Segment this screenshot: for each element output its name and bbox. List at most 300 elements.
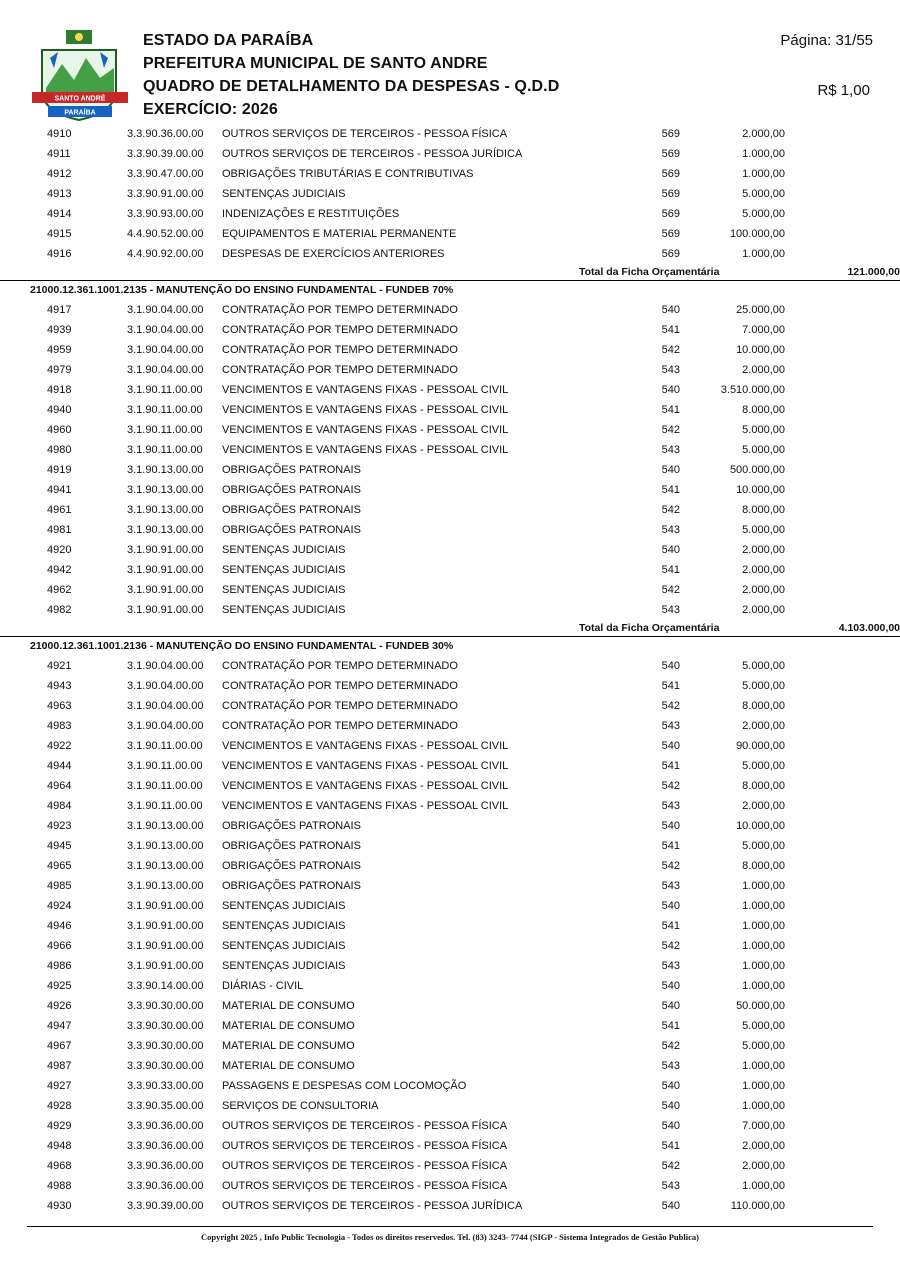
table-row [0, 204, 900, 224]
table-row [0, 776, 900, 796]
table-row [0, 956, 900, 976]
ficha-number: 4967 [47, 1040, 72, 1052]
expense-value: 2.000,00 [742, 720, 785, 732]
empty-total-cell [785, 124, 900, 144]
empty-total-cell [785, 936, 900, 956]
ficha-number: 4963 [47, 700, 72, 712]
expense-value: 1.000,00 [742, 920, 785, 932]
table-row [0, 164, 900, 184]
table-row [0, 580, 900, 600]
ficha-number: 4979 [47, 364, 72, 376]
table-row [0, 836, 900, 856]
source-code: 540 [661, 980, 680, 992]
report-header [0, 0, 900, 125]
qdd-table-body [0, 124, 900, 1216]
expense-code: 3.1.90.91.00.00 [127, 584, 204, 596]
expense-value: 8.000,00 [742, 860, 785, 872]
table-row [0, 244, 900, 264]
expense-code: 3.3.90.30.00.00 [127, 1060, 204, 1072]
ficha-number: 4913 [47, 188, 72, 200]
table-row [0, 716, 900, 736]
table-row [0, 520, 900, 540]
empty-total-cell [785, 500, 900, 520]
ficha-number: 4965 [47, 860, 72, 872]
section-title: 21000.12.361.1001.2135 - MANUTENÇÃO DO ENSINO FUNDAMENTAL - FUNDEB 70% [0, 281, 900, 301]
table-row [0, 380, 900, 400]
expense-code: 3.3.90.39.00.00 [127, 148, 204, 160]
expense-code: 3.1.90.04.00.00 [127, 344, 204, 356]
expense-description: EQUIPAMENTOS E MATERIAL PERMANENTE [222, 228, 457, 240]
empty-total-cell [785, 144, 900, 164]
expense-value: 5.000,00 [742, 660, 785, 672]
expense-value: 1.000,00 [742, 248, 785, 260]
expense-description: CONTRATAÇÃO POR TEMPO DETERMINADO [222, 324, 458, 336]
table-row [0, 1176, 900, 1196]
source-code: 542 [661, 860, 680, 872]
empty-total-cell [785, 916, 900, 936]
expense-value: 2.000,00 [742, 544, 785, 556]
empty-total-cell [785, 1156, 900, 1176]
expense-description: CONTRATAÇÃO POR TEMPO DETERMINADO [222, 364, 458, 376]
empty-total-cell [785, 796, 900, 816]
ficha-number: 4987 [47, 1060, 72, 1072]
ficha-number: 4988 [47, 1180, 72, 1192]
empty-total-cell [785, 224, 900, 244]
table-row [0, 896, 900, 916]
table-row [0, 1136, 900, 1156]
ficha-number: 4920 [47, 544, 72, 556]
expense-description: OUTROS SERVIÇOS DE TERCEIROS - PESSOA JURÍDICA [222, 1200, 523, 1212]
expense-code: 3.3.90.36.00.00 [127, 1160, 204, 1172]
expense-code: 3.1.90.91.00.00 [127, 940, 204, 952]
source-code: 569 [661, 248, 680, 260]
expense-description: OUTROS SERVIÇOS DE TERCEIROS - PESSOA FÍSICA [222, 128, 508, 140]
empty-total-cell [785, 956, 900, 976]
total-spacer [0, 620, 579, 637]
empty-total-cell [785, 856, 900, 876]
expense-code: 3.1.90.91.00.00 [127, 604, 204, 616]
expense-description: OBRIGAÇÕES PATRONAIS [222, 484, 361, 496]
table-row [0, 996, 900, 1016]
prefeitura-name: PREFEITURA MUNICIPAL DE SANTO ANDRE [143, 55, 488, 72]
qdd-table [0, 124, 900, 1216]
source-code: 540 [661, 384, 680, 396]
ficha-number: 4968 [47, 1160, 72, 1172]
expense-value: 8.000,00 [742, 504, 785, 516]
expense-value: 5.000,00 [742, 1020, 785, 1032]
expense-description: OUTROS SERVIÇOS DE TERCEIROS - PESSOA FÍSICA [222, 1160, 508, 1172]
expense-value: 1.000,00 [742, 900, 785, 912]
table-row [0, 696, 900, 716]
currency-unit: R$ 1,00 [817, 82, 870, 99]
empty-total-cell [785, 1056, 900, 1076]
empty-total-cell [785, 380, 900, 400]
source-code: 569 [661, 168, 680, 180]
expense-value: 2.000,00 [742, 1160, 785, 1172]
expense-code: 3.3.90.30.00.00 [127, 1020, 204, 1032]
table-row [0, 656, 900, 676]
ficha-number: 4922 [47, 740, 72, 752]
ficha-number: 4928 [47, 1100, 72, 1112]
expense-value: 8.000,00 [742, 780, 785, 792]
table-row [0, 736, 900, 756]
source-code: 541 [661, 760, 680, 772]
table-row [0, 480, 900, 500]
expense-description: SENTENÇAS JUDICIAIS [222, 544, 346, 556]
empty-total-cell [785, 976, 900, 996]
expense-description: CONTRATAÇÃO POR TEMPO DETERMINADO [222, 344, 458, 356]
source-code: 541 [661, 1140, 680, 1152]
expense-value: 1.000,00 [742, 1060, 785, 1072]
empty-total-cell [785, 1116, 900, 1136]
empty-total-cell [785, 656, 900, 676]
expense-value: 100.000,00 [729, 228, 785, 240]
source-code: 541 [661, 564, 680, 576]
empty-total-cell [785, 440, 900, 460]
expense-description: CONTRATAÇÃO POR TEMPO DETERMINADO [222, 700, 458, 712]
expense-value: 2.000,00 [742, 128, 785, 140]
empty-total-cell [785, 816, 900, 836]
ficha-total-row [0, 264, 900, 281]
expense-value: 2.000,00 [742, 584, 785, 596]
expense-code: 3.1.90.11.00.00 [127, 424, 203, 436]
ficha-number: 4981 [47, 524, 72, 536]
expense-description: INDENIZAÇÕES E RESTITUIÇÕES [222, 208, 400, 220]
source-code: 542 [661, 344, 680, 356]
source-code: 542 [661, 700, 680, 712]
expense-code: 3.1.90.04.00.00 [127, 324, 204, 336]
ficha-number: 4941 [47, 484, 72, 496]
ficha-number: 4945 [47, 840, 72, 852]
source-code: 540 [661, 1200, 680, 1212]
expense-code: 3.1.90.04.00.00 [127, 700, 204, 712]
empty-total-cell [785, 876, 900, 896]
empty-total-cell [785, 560, 900, 580]
expense-description: SENTENÇAS JUDICIAIS [222, 584, 346, 596]
table-row [0, 184, 900, 204]
expense-value: 2.000,00 [742, 364, 785, 376]
footer-divider [27, 1226, 873, 1227]
expense-code: 3.1.90.11.00.00 [127, 384, 203, 396]
empty-total-cell [785, 460, 900, 480]
source-code: 569 [661, 208, 680, 220]
expense-value: 5.000,00 [742, 188, 785, 200]
expense-value: 5.000,00 [742, 424, 785, 436]
empty-total-cell [785, 420, 900, 440]
expense-description: VENCIMENTOS E VANTAGENS FIXAS - PESSOAL CIVIL [222, 740, 509, 752]
source-code: 542 [661, 584, 680, 596]
table-row [0, 560, 900, 580]
expense-value: 8.000,00 [742, 404, 785, 416]
source-code: 540 [661, 544, 680, 556]
ficha-number: 4942 [47, 564, 72, 576]
source-code: 540 [661, 304, 680, 316]
expense-description: CONTRATAÇÃO POR TEMPO DETERMINADO [222, 680, 458, 692]
expense-value: 5.000,00 [742, 208, 785, 220]
expense-description: VENCIMENTOS E VANTAGENS FIXAS - PESSOAL CIVIL [222, 800, 509, 812]
ficha-number: 4911 [47, 148, 71, 160]
expense-code: 3.3.90.39.00.00 [127, 1200, 204, 1212]
ficha-number: 4925 [47, 980, 72, 992]
expense-code: 3.3.90.36.00.00 [127, 128, 204, 140]
table-row [0, 816, 900, 836]
source-code: 542 [661, 504, 680, 516]
table-row [0, 540, 900, 560]
source-code: 569 [661, 188, 680, 200]
expense-value: 10.000,00 [736, 344, 785, 356]
expense-value: 5.000,00 [742, 840, 785, 852]
ficha-number: 4943 [47, 680, 72, 692]
table-row [0, 1096, 900, 1116]
ficha-number: 4929 [47, 1120, 72, 1132]
ficha-number: 4984 [47, 800, 72, 812]
expense-description: SENTENÇAS JUDICIAIS [222, 960, 346, 972]
expense-code: 4.4.90.92.00.00 [127, 248, 204, 260]
expense-code: 3.1.90.04.00.00 [127, 660, 204, 672]
expense-description: SENTENÇAS JUDICIAIS [222, 564, 346, 576]
source-code: 569 [661, 128, 680, 140]
source-code: 540 [661, 1080, 680, 1092]
empty-total-cell [785, 360, 900, 380]
expense-value: 1.000,00 [742, 940, 785, 952]
expense-description: OBRIGAÇÕES PATRONAIS [222, 820, 361, 832]
ficha-number: 4959 [47, 344, 72, 356]
empty-total-cell [785, 996, 900, 1016]
empty-total-cell [785, 676, 900, 696]
ficha-number: 4983 [47, 720, 72, 732]
expense-value: 1.000,00 [742, 148, 785, 160]
source-code: 543 [661, 720, 680, 732]
total-spacer [0, 264, 579, 281]
expense-description: VENCIMENTOS E VANTAGENS FIXAS - PESSOAL CIVIL [222, 780, 509, 792]
empty-total-cell [785, 1096, 900, 1116]
source-code: 540 [661, 1120, 680, 1132]
expense-code: 3.1.90.13.00.00 [127, 484, 204, 496]
empty-total-cell [785, 244, 900, 264]
ficha-number: 4918 [47, 384, 72, 396]
expense-description: VENCIMENTOS E VANTAGENS FIXAS - PESSOAL CIVIL [222, 444, 509, 456]
page-number: Página: 31/55 [780, 32, 873, 49]
source-code: 543 [661, 444, 680, 456]
expense-code: 3.1.90.04.00.00 [127, 364, 204, 376]
expense-description: SENTENÇAS JUDICIAIS [222, 900, 346, 912]
empty-total-cell [785, 896, 900, 916]
expense-description: MATERIAL DE CONSUMO [222, 1040, 355, 1052]
section-header [0, 281, 900, 301]
expense-description: OBRIGAÇÕES PATRONAIS [222, 880, 361, 892]
expense-code: 3.3.90.30.00.00 [127, 1000, 204, 1012]
source-code: 540 [661, 740, 680, 752]
table-row [0, 1156, 900, 1176]
expense-description: DIÁRIAS - CIVIL [222, 980, 304, 992]
table-row [0, 124, 900, 144]
source-code: 542 [661, 1160, 680, 1172]
empty-total-cell [785, 184, 900, 204]
expense-value: 5.000,00 [742, 524, 785, 536]
table-row [0, 144, 900, 164]
empty-total-cell [785, 164, 900, 184]
ficha-number: 4944 [47, 760, 72, 772]
total-label: Total da Ficha Orçamentária [579, 622, 720, 634]
expense-description: VENCIMENTOS E VANTAGENS FIXAS - PESSOAL CIVIL [222, 404, 509, 416]
expense-description: VENCIMENTOS E VANTAGENS FIXAS - PESSOAL CIVIL [222, 424, 509, 436]
table-row [0, 756, 900, 776]
source-code: 540 [661, 464, 680, 476]
empty-total-cell [785, 1076, 900, 1096]
expense-code: 3.3.90.35.00.00 [127, 1100, 204, 1112]
empty-total-cell [785, 836, 900, 856]
total-label: Total da Ficha Orçamentária [579, 266, 720, 278]
expense-code: 3.1.90.91.00.00 [127, 960, 204, 972]
ficha-number: 4926 [47, 1000, 72, 1012]
expense-value: 1.000,00 [742, 1100, 785, 1112]
expense-value: 7.000,00 [742, 1120, 785, 1132]
expense-description: OBRIGAÇÕES PATRONAIS [222, 860, 361, 872]
expense-value: 2.000,00 [742, 800, 785, 812]
expense-value: 5.000,00 [742, 760, 785, 772]
expense-value: 25.000,00 [736, 304, 785, 316]
empty-total-cell [785, 204, 900, 224]
source-code: 541 [661, 484, 680, 496]
table-row [0, 976, 900, 996]
source-code: 543 [661, 364, 680, 376]
expense-description: MATERIAL DE CONSUMO [222, 1020, 355, 1032]
expense-code: 3.1.90.11.00.00 [127, 760, 203, 772]
expense-code: 3.1.90.13.00.00 [127, 504, 204, 516]
expense-code: 3.1.90.13.00.00 [127, 840, 204, 852]
table-row [0, 300, 900, 320]
expense-description: CONTRATAÇÃO POR TEMPO DETERMINADO [222, 304, 458, 316]
ficha-number: 4985 [47, 880, 72, 892]
source-code: 543 [661, 1060, 680, 1072]
expense-description: SENTENÇAS JUDICIAIS [222, 920, 346, 932]
source-code: 541 [661, 920, 680, 932]
table-row [0, 676, 900, 696]
expense-value: 2.000,00 [742, 1140, 785, 1152]
table-row [0, 1196, 900, 1216]
expense-description: DESPESAS DE EXERCÍCIOS ANTERIORES [222, 248, 445, 260]
table-row [0, 500, 900, 520]
expense-value: 5.000,00 [742, 444, 785, 456]
ficha-number: 4921 [47, 660, 72, 672]
expense-value: 5.000,00 [742, 1040, 785, 1052]
expense-value: 5.000,00 [742, 680, 785, 692]
expense-description: SENTENÇAS JUDICIAIS [222, 604, 346, 616]
table-row [0, 360, 900, 380]
source-code: 540 [661, 900, 680, 912]
source-code: 543 [661, 800, 680, 812]
ficha-number: 4986 [47, 960, 72, 972]
table-row [0, 876, 900, 896]
expense-code: 4.4.90.52.00.00 [127, 228, 204, 240]
ficha-number: 4966 [47, 940, 72, 952]
empty-total-cell [785, 1016, 900, 1036]
expense-description: MATERIAL DE CONSUMO [222, 1000, 355, 1012]
expense-value: 8.000,00 [742, 700, 785, 712]
source-code: 569 [661, 228, 680, 240]
expense-code: 3.1.90.11.00.00 [127, 444, 203, 456]
source-code: 541 [661, 840, 680, 852]
expense-description: OBRIGAÇÕES TRIBUTÁRIAS E CONTRIBUTIVAS [222, 168, 474, 180]
table-row [0, 224, 900, 244]
table-row [0, 420, 900, 440]
table-row [0, 1056, 900, 1076]
empty-total-cell [785, 600, 900, 620]
table-row [0, 460, 900, 480]
expense-description: OBRIGAÇÕES PATRONAIS [222, 524, 361, 536]
expense-description: VENCIMENTOS E VANTAGENS FIXAS - PESSOAL CIVIL [222, 760, 509, 772]
table-row [0, 796, 900, 816]
expense-code: 3.1.90.91.00.00 [127, 564, 204, 576]
source-code: 543 [661, 960, 680, 972]
empty-total-cell [785, 340, 900, 360]
ficha-number: 4947 [47, 1020, 72, 1032]
ficha-number: 4915 [47, 228, 72, 240]
empty-total-cell [785, 1036, 900, 1056]
empty-total-cell [785, 1196, 900, 1216]
ficha-number: 4946 [47, 920, 72, 932]
expense-code: 3.3.90.93.00.00 [127, 208, 204, 220]
expense-code: 3.3.90.36.00.00 [127, 1180, 204, 1192]
expense-value: 2.000,00 [742, 604, 785, 616]
source-code: 541 [661, 324, 680, 336]
ficha-number: 4940 [47, 404, 72, 416]
ficha-number: 4919 [47, 464, 72, 476]
table-row [0, 1036, 900, 1056]
source-code: 543 [661, 880, 680, 892]
ficha-number: 4914 [47, 208, 72, 220]
expense-description: OUTROS SERVIÇOS DE TERCEIROS - PESSOA FÍSICA [222, 1140, 508, 1152]
expense-code: 3.1.90.91.00.00 [127, 900, 204, 912]
expense-description: VENCIMENTOS E VANTAGENS FIXAS - PESSOAL CIVIL [222, 384, 509, 396]
source-code: 543 [661, 524, 680, 536]
source-code: 541 [661, 1020, 680, 1032]
expense-description: OUTROS SERVIÇOS DE TERCEIROS - PESSOA FÍSICA [222, 1120, 508, 1132]
expense-code: 3.1.90.13.00.00 [127, 820, 204, 832]
expense-description: OUTROS SERVIÇOS DE TERCEIROS - PESSOA JURÍDICA [222, 148, 523, 160]
empty-total-cell [785, 696, 900, 716]
source-code: 542 [661, 424, 680, 436]
section-header [0, 637, 900, 657]
source-code: 541 [661, 680, 680, 692]
table-row [0, 440, 900, 460]
expense-description: OBRIGAÇÕES PATRONAIS [222, 464, 361, 476]
expense-code: 3.1.90.04.00.00 [127, 720, 204, 732]
ficha-number: 4923 [47, 820, 72, 832]
expense-description: SERVIÇOS DE CONSULTORIA [222, 1100, 379, 1112]
logo-text-santo-andre: SANTO ANDRÉ [54, 95, 106, 103]
ficha-number: 4927 [47, 1080, 72, 1092]
expense-description: CONTRATAÇÃO POR TEMPO DETERMINADO [222, 660, 458, 672]
expense-value: 2.000,00 [742, 564, 785, 576]
section-title: 21000.12.361.1001.2136 - MANUTENÇÃO DO ENSINO FUNDAMENTAL - FUNDEB 30% [0, 637, 900, 657]
expense-code: 3.1.90.91.00.00 [127, 544, 204, 556]
expense-description: PASSAGENS E DESPESAS COM LOCOMOÇÃO [222, 1080, 467, 1092]
total-value: 121.000,00 [847, 266, 900, 278]
table-row [0, 936, 900, 956]
expense-code: 3.1.90.04.00.00 [127, 680, 204, 692]
expense-code: 3.1.90.13.00.00 [127, 524, 204, 536]
empty-total-cell [785, 400, 900, 420]
ficha-number: 4961 [47, 504, 72, 516]
expense-value: 1.000,00 [742, 980, 785, 992]
copyright-footer: Copyright 2025 , Info Public Tecnologia - Todos os direitos reservedos. Tel. (83) 3243- 7744 (SIGP - Sistema Integrados de Gestão Publica) [201, 1232, 699, 1242]
expense-code: 3.1.90.11.00.00 [127, 780, 203, 792]
expense-description: OBRIGAÇÕES PATRONAIS [222, 504, 361, 516]
source-code: 540 [661, 1100, 680, 1112]
source-code: 569 [661, 148, 680, 160]
expense-code: 3.1.90.13.00.00 [127, 464, 204, 476]
